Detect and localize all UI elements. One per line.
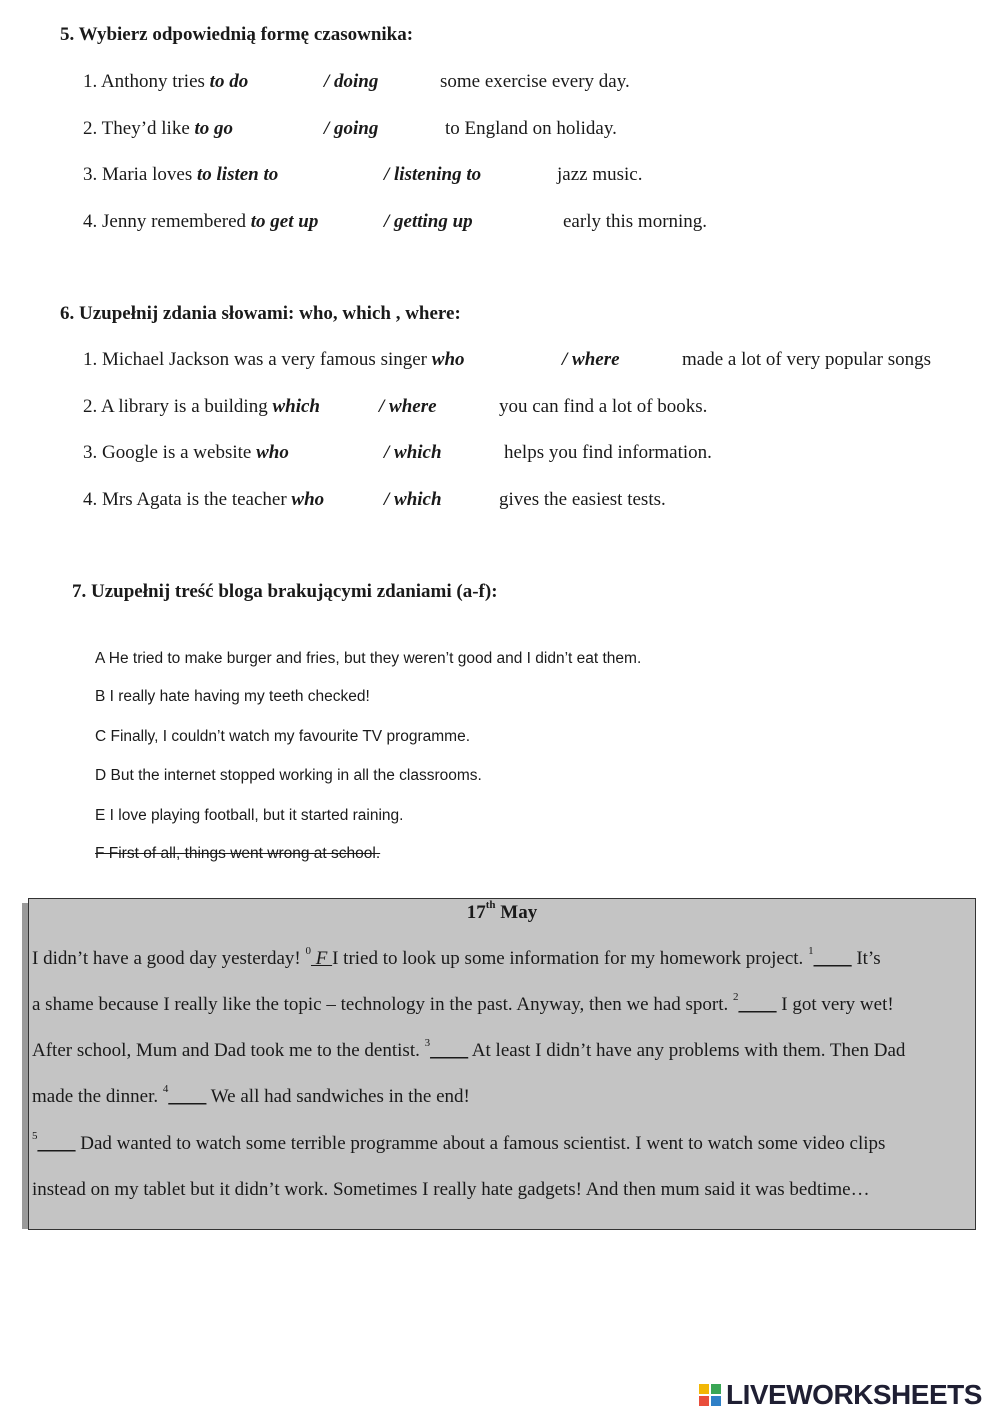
blog-line-5: $^5$____ Dad wanted to watch some terrible programme about a famous scientist. I went to watch some video clips — [32, 1130, 886, 1154]
blog-line-6: instead on my tablet but it didn’t work. Sometimes I really hate gadgets! And then mum said it was bedtime… — [32, 1179, 870, 1200]
s5-item-3-suffix: jazz music. — [557, 164, 643, 185]
s6-item-3-option-a[interactable]: who — [256, 442, 289, 463]
gap-5[interactable]: ____ — [37, 1133, 76, 1154]
s5-item-2-option-a[interactable]: to go — [194, 118, 234, 139]
s6-item-2-option-a[interactable]: which — [272, 396, 320, 417]
gap-3[interactable]: ____ — [430, 1040, 469, 1061]
blog-line-1: I didn’t have a good day yesterday! $^0$ F I tried to look up some information for my homework project. $^1$____ It’s — [32, 945, 881, 969]
s5-item-3-option-b[interactable]: / listening to — [384, 164, 482, 185]
s5-item-1-suffix: some exercise every day. — [440, 71, 630, 92]
s6-item-4-option-b[interactable]: / which — [384, 489, 442, 510]
blog-line-4: made the dinner. $^4$____ We all had sandwiches in the end! — [32, 1083, 470, 1107]
s6-item-2-suffix: you can find a lot of books. — [499, 396, 708, 417]
s5-item-4-option-b[interactable]: / getting up — [384, 211, 473, 232]
option-d[interactable]: D But the internet stopped working in all the classrooms. — [95, 767, 482, 784]
s6-item-1-prefix: 1. Michael Jackson was a very famous singer who — [83, 349, 465, 370]
s5-item-3-prefix: 3. Maria loves to listen to — [83, 164, 279, 185]
blog-line-3: After school, Mum and Dad took me to the dentist. $^3$____ At least I didn’t have any problems with them. Then Dad — [32, 1037, 906, 1061]
s5-item-1-option-a[interactable]: to do — [209, 71, 249, 92]
s6-item-4-option-a[interactable]: who — [291, 489, 325, 510]
gap-1[interactable]: ____ — [813, 948, 852, 969]
s6-item-2-option-b[interactable]: / where — [379, 396, 437, 417]
s5-item-2-option-b[interactable]: / going — [324, 118, 379, 139]
option-c[interactable]: C Finally, I couldn’t watch my favourite TV programme. — [95, 728, 471, 745]
s6-item-1-option-b[interactable]: / where — [562, 349, 620, 370]
s6-item-2-prefix: 2. A library is a building which — [83, 396, 320, 417]
s6-item-3-prefix: 3. Google is a website who — [83, 442, 289, 463]
gap-0-answer: F — [310, 948, 333, 969]
s6-item-1-option-a[interactable]: who — [431, 349, 465, 370]
gap-4[interactable]: ____ — [168, 1086, 207, 1107]
s6-item-4-prefix: 4. Mrs Agata is the teacher who — [83, 489, 325, 510]
s5-item-2-suffix: to England on holiday. — [445, 118, 617, 139]
logo-tiles-icon — [698, 1383, 724, 1407]
section5-title: 5. Wybierz odpowiednią formę czasownika: — [60, 24, 414, 45]
option-f-used: F First of all, things went wrong at school. — [95, 845, 381, 862]
option-e[interactable]: E I love playing football, but it started raining. — [95, 807, 404, 824]
option-b[interactable]: B I really hate having my teeth checked! — [95, 688, 370, 705]
s5-item-2-prefix: 2. They’d like to go — [83, 118, 234, 139]
liveworksheets-logo — [698, 1377, 982, 1413]
blog-line-2: a shame because I really like the topic – technology in the past. Anyway, then we had sport. $^2$____ I got very wet! — [32, 991, 894, 1015]
s6-item-3-option-b[interactable]: / which — [384, 442, 442, 463]
blog-box — [28, 898, 976, 1230]
s5-item-1-prefix: 1. Anthony tries to do — [83, 71, 249, 92]
s5-item-4-suffix: early this morning. — [563, 211, 708, 232]
s5-item-4-prefix: 4. Jenny remembered to get up — [83, 211, 319, 232]
logo-text: LIVEWORKSHEETS — [726, 1379, 982, 1410]
s6-item-4-suffix: gives the easiest tests. — [499, 489, 666, 510]
gap-2[interactable]: ____ — [738, 994, 777, 1015]
section7-title: 7. Uzupełnij treść bloga brakującymi zdaniami (a-f): — [72, 581, 498, 602]
s6-item-3-suffix: helps you find information. — [504, 442, 712, 463]
option-a[interactable]: A He tried to make burger and fries, but they weren’t good and I didn’t eat them. — [95, 650, 642, 667]
s5-item-4-option-a[interactable]: to get up — [250, 211, 319, 232]
s6-item-1-suffix: made a lot of very popular songs — [682, 349, 932, 370]
blog-date: 17th May — [466, 899, 538, 923]
s5-item-1-option-b[interactable]: / doing — [324, 71, 379, 92]
s5-item-3-option-a[interactable]: to listen to — [196, 164, 279, 185]
section6-title: 6. Uzupełnij zdania słowami: who, which , where: — [60, 303, 461, 324]
